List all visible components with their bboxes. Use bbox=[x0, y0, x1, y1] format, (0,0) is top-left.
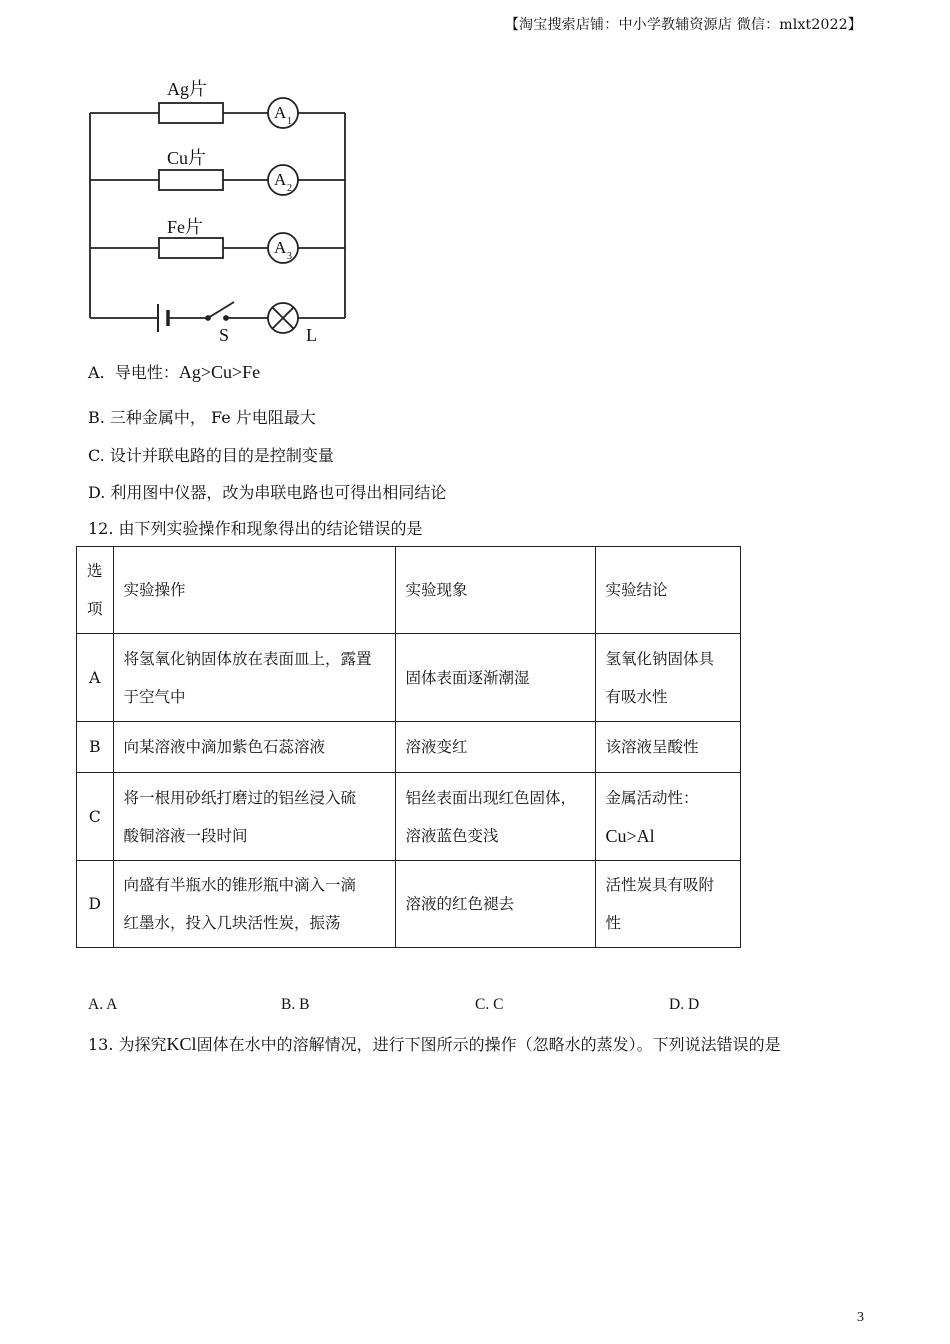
q12-answer-c: C. C bbox=[475, 996, 504, 1013]
ag-resistor bbox=[159, 103, 223, 123]
cu-label: Cu片 bbox=[167, 148, 207, 168]
ammeter-1-sub: 1 bbox=[287, 116, 292, 127]
ag-label: Ag片 bbox=[167, 79, 207, 99]
ammeter-3-sub: 3 bbox=[287, 251, 292, 262]
experiment-table bbox=[76, 546, 741, 948]
q11-option-d: D. 利用图中仪器，改为串联电路也可得出相同结论 bbox=[88, 483, 447, 502]
header-conclusion: 实验结论 bbox=[595, 547, 740, 634]
battery-icon bbox=[158, 304, 168, 332]
table-row: D 向盛有半瓶水的锥形瓶中滴入一滴 红墨水，投入几块活性炭，振荡 溶液的红色褪去 活性炭具有吸附 性 bbox=[77, 861, 741, 948]
table-row: A 将氢氧化钠固体放在表面皿上，露置 于空气中 固体表面逐渐潮湿 氢氧化钠固体具 有吸水性 bbox=[77, 634, 741, 722]
q11-option-a: A. 导电性：Ag>Cu>Fe bbox=[88, 362, 261, 382]
fe-resistor bbox=[159, 238, 223, 258]
ammeter-2-letter: A bbox=[274, 170, 287, 189]
q12-answer-a: A. A bbox=[88, 996, 118, 1013]
lamp-label: L bbox=[306, 325, 317, 345]
header-phenomenon: 实验现象 bbox=[395, 547, 595, 634]
table-row: C 将一根用砂纸打磨过的铝丝浸入硫 酸铜溶液一段时间 铝丝表面出现红色固体， 溶液蓝色变浅 金属活动性： Cu>Al bbox=[77, 773, 741, 861]
q12-answer-b: B. B bbox=[281, 996, 310, 1013]
q13-stem: 13. 为探究KCl固体在水中的溶解情况，进行下图所示的操作（忽略水的蒸发）。下列说法错误的是 bbox=[88, 1034, 781, 1054]
header-operation: 实验操作 bbox=[113, 547, 395, 634]
q11-option-c: C. 设计并联电路的目的是控制变量 bbox=[88, 446, 334, 465]
q12-answer-d: D. D bbox=[669, 996, 700, 1013]
page-number: 3 bbox=[857, 1310, 864, 1325]
table-header-row bbox=[77, 547, 741, 634]
circuit-diagram bbox=[80, 70, 380, 355]
header-watermark-note: 【淘宝搜索店铺：中小学教辅资源店 微信：mlxt2022】 bbox=[504, 17, 862, 33]
ammeter-1-letter: A bbox=[274, 103, 287, 122]
q12-stem: 12. 由下列实验操作和现象得出的结论错误的是 bbox=[88, 519, 423, 538]
lamp-icon bbox=[268, 303, 298, 333]
header-option: 选 项 bbox=[77, 547, 114, 634]
ammeter-3-letter: A bbox=[274, 238, 287, 257]
switch-label: S bbox=[219, 325, 230, 345]
table-row: B 向某溶液中滴加紫色石蕊溶液 溶液变红 该溶液呈酸性 bbox=[77, 722, 741, 773]
q11-option-b: B. 三种金属中， Fe 片电阻最大 bbox=[88, 408, 316, 427]
ammeter-2-sub: 2 bbox=[287, 183, 292, 194]
fe-label: Fe片 bbox=[167, 217, 203, 237]
cu-resistor bbox=[159, 170, 223, 190]
